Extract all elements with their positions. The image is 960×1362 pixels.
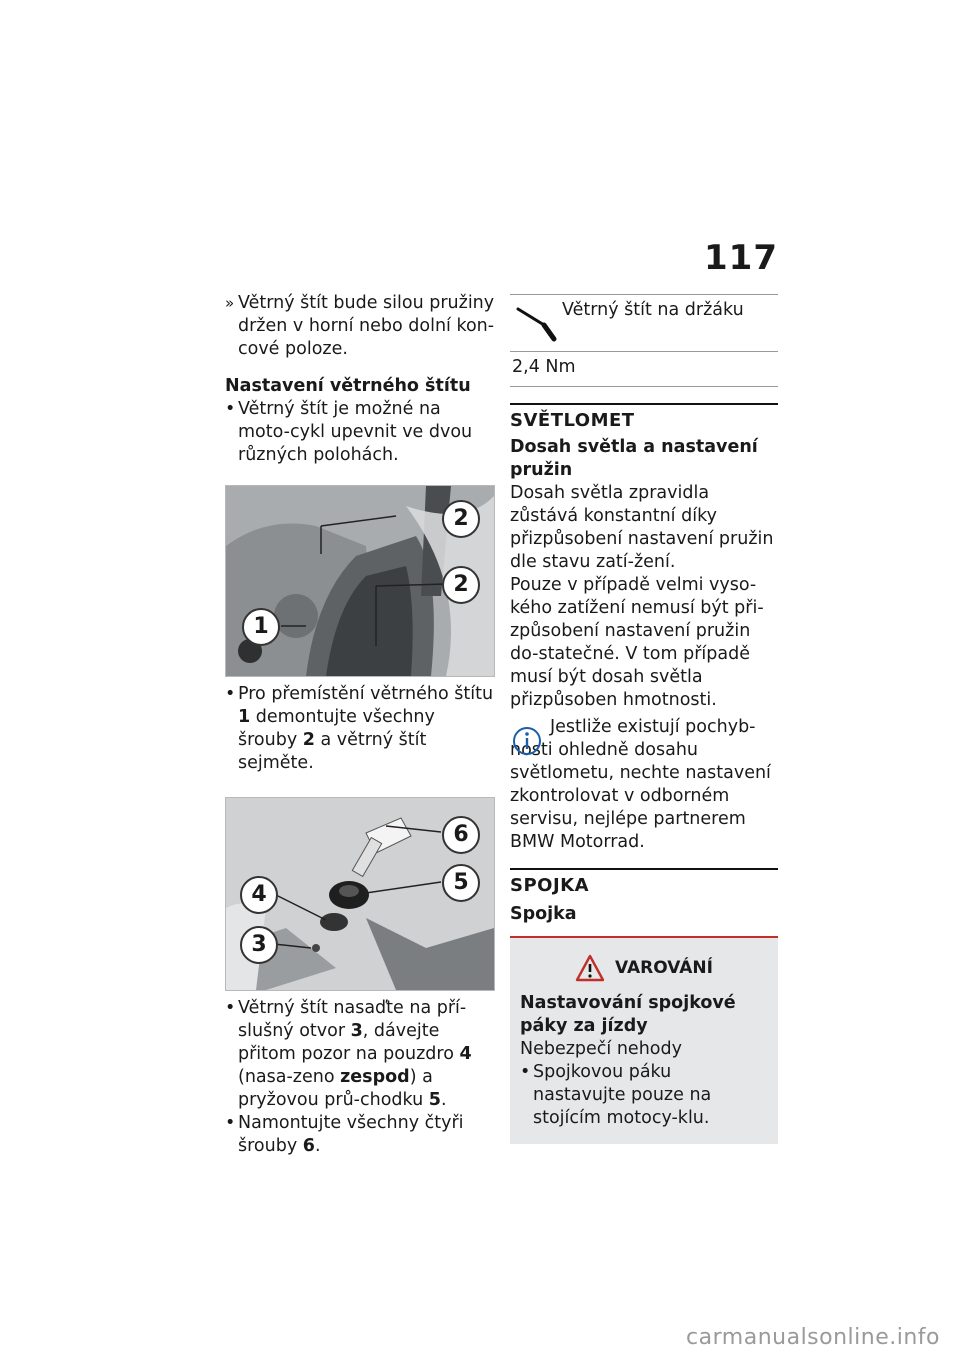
paragraph-headlight-2: Pouze v případě velmi vyso-kého zatížení nemusí být při-způsobení nastavení pružin do-statečné. V tom případě musí být dosah světla přizpůsoben hmotnosti. <box>510 575 764 710</box>
bullet-remove-windshield: • Pro přemístění větrného štítu 1 demontujte všechny šrouby 2 a větrný štít sejměte. <box>225 683 495 775</box>
figure-windshield-mount <box>225 485 495 677</box>
section-headlight <box>510 403 778 432</box>
torque-wrench-icon <box>514 303 560 343</box>
section-title-clutch: SPOJKA <box>510 875 590 896</box>
left-column <box>225 292 495 1158</box>
warning-header <box>520 954 768 982</box>
subheading-clutch: Spojka <box>510 904 577 924</box>
info-text: Jestliže existují pochyb-nosti ohledně dosahu světlometu, nechte nastavení zkontrolovat v odborném servisu, nejlépe partnerem BMW Motorrad. <box>510 717 771 852</box>
torque-label: Větrný štít na držáku <box>562 300 744 320</box>
warning-title: VAROVÁNÍ <box>615 957 713 978</box>
callout-1: 1 <box>242 608 280 646</box>
warning-box <box>510 936 778 1144</box>
section-heading-windshield: Nastavení větrného štítu <box>225 376 471 396</box>
right-column <box>510 294 778 1144</box>
callout-6: 6 <box>442 816 480 854</box>
torque-table <box>510 294 778 387</box>
warning-heading: Nastavování spojkové páky za jízdy <box>520 993 736 1036</box>
callout-4: 4 <box>240 876 278 914</box>
info-icon <box>510 722 544 760</box>
bullet-mount-screws: • Namontujte všechny čtyři šrouby 6. <box>225 1112 495 1158</box>
callout-5: 5 <box>442 864 480 902</box>
callout-2-lower: 2 <box>442 566 480 604</box>
section-clutch <box>510 868 778 897</box>
page-number: 117 <box>704 238 778 278</box>
section-title-headlight: SVĚTLOMET <box>510 410 635 431</box>
torque-row-header <box>510 295 778 352</box>
watermark: carmanualsonline.info <box>686 1325 940 1350</box>
info-note <box>510 716 778 854</box>
figure-windshield-parts <box>225 797 495 991</box>
subheading-headlight-range: Dosah světla a nastavení pružin <box>510 437 758 480</box>
callout-2-upper: 2 <box>442 500 480 538</box>
callout-3: 3 <box>240 926 278 964</box>
warning-bullet: • Spojkovou páku nastavujte pouze na stojícím motocy-klu. <box>520 1061 768 1130</box>
torque-value: 2,4 Nm <box>512 357 576 377</box>
bullet-install-windshield: • Větrný štít nasaďte na pří-slušný otvor 3, dávejte přitom pozor na pouzdro 4 (nasa-zeno zespod) a pryžovou prů-chodku 5. <box>225 997 495 1112</box>
bullet-windshield-positions: • Větrný štít je možné na moto-cykl upevnit ve dvou různých polohách. <box>225 398 495 467</box>
paragraph-headlight-1: Dosah světla zpravidla zůstává konstantní díky přizpůsobení nastavení pružin dle stavu zatí-žení. <box>510 483 774 572</box>
warning-text: Nebezpečí nehody <box>520 1039 682 1059</box>
result-text: » Větrný štít bude silou pružiny držen v horní nebo dolní kon-cové poloze. <box>225 292 495 361</box>
warning-triangle-icon <box>575 954 605 982</box>
